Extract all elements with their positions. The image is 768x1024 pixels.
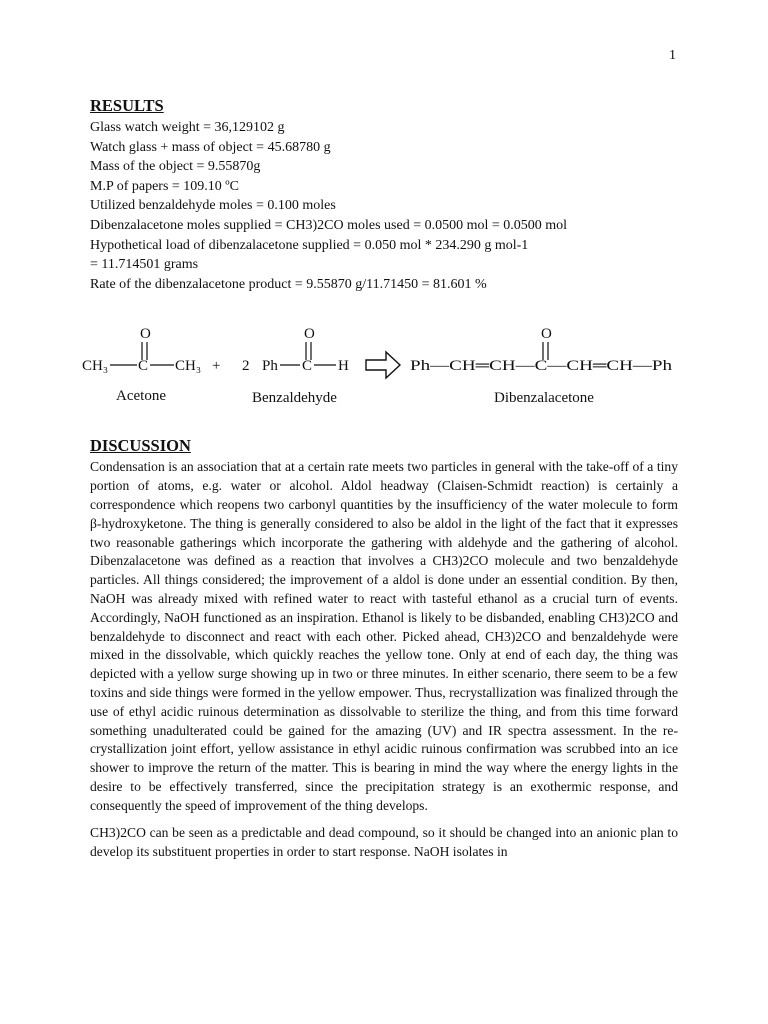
product-label: Dibenzalacetone [494,390,594,407]
benzaldehyde-ph: Ph [262,358,278,375]
acetone-structure [82,326,201,404]
results-heading: RESULTS [90,96,164,115]
discussion-heading: DISCUSSION [90,436,191,456]
dibenzalacetone-structure [410,326,673,406]
reaction-arrow-icon [366,352,400,378]
product-oxygen: O [541,326,552,343]
reaction-scheme-graphic [82,324,682,406]
result-line: Hypothetical load of dibenzalacetone supplied = 0.050 mol * 234.290 g mol-1 [90,237,529,253]
product-formula: Ph—CH═CH—C—CH═CH—Ph [410,358,673,375]
reaction-scheme [82,324,682,406]
benzaldehyde-label: Benzaldehyde [252,390,337,407]
acetone-ch3-left: CH₃ [82,358,109,375]
benzaldehyde-hydrogen: H [338,358,349,375]
result-line: Dibenzalacetone moles supplied = CH3)2CO moles used = 0.0500 mol = 0.0500 mol [90,217,568,233]
result-line: Glass watch weight = 36,129102 g [90,120,285,135]
benzaldehyde-coefficient: 2 [242,358,250,375]
page-number: 1 [669,48,676,63]
acetone-label: Acetone [116,388,166,405]
result-line: = 11.714501 grams [90,257,199,273]
result-line: Rate of the dibenzalacetone product = 9.55870 g/11.71450 = 81.601 % [90,276,487,292]
benzaldehyde-oxygen: O [304,326,315,343]
plus-sign: + [212,358,221,375]
results-list [90,118,678,294]
result-line: Watch glass + mass of object = 45.68780 g [90,139,331,155]
acetone-oxygen: O [140,326,151,343]
result-line: Utilized benzaldehyde moles = 0.100 moles [90,198,336,214]
discussion-paragraph: CH3)2CO can be seen as a predictable and dead compound, so it should be changed into an anionic plan to develop its substituent properties in order to start response. NaOH isolates in [90,825,678,860]
acetone-carbon: C [138,358,149,375]
benzaldehyde-carbon: C [302,358,313,375]
results-section [90,96,678,294]
acetone-ch3-right: CH₃ [175,358,202,375]
discussion-paragraph: Condensation is an association that at a certain rate meets two particles in general with the take-off of a tiny portion of atoms, e.g. water or alcohol. Aldol headway (Claisen-Schmidt reaction) is certainly a correspondence which reopens two carbonyl quantities by the insufficiency of the water molecule to form β-hydroxyketone. The thing is generally considered to also be aldol in the light of the fact that it expresses two reasonable gatherings which incorporate the gathering with aldehyde and the gathering of alcohol. Dibenzalacetone was defined as a reaction that involves a CH3)2CO molecule and two benzaldehyde particles. All things considered; the improvement of a aldol is done under an essential condition. By then, NaOH was already mixed with refined water to react with tasteful ethanol as a crucial turn of events. Accordingly, NaOH functioned as an inspiration. Ethanol is likely to be disbanded, enabling CH3)2CO and benzaldehyde to disconnect and react with each other. Picked ahead, CH3)2CO and benzaldehyde were mixed in the dissolvable, which quickly reaches the yellow tone. Only at end of each day, the thing was depicted with a yellow surge showing up in two or three minutes. In either scenario, there seem to be a few toxins and side things were formed in the yellow empower. Thus, recrystallization was finalized through the use of ethyl acidic ruinous determination as dissolvable to sterilize the thing, and from this time forward something unadulterated could be gained for the amazing (UV) and IR spectra assessment. In the re-crystallization joint effort, yellow assistance in ethyl acidic ruinous confirmation was scrubbed into an ice shower to improve the return of the matter. This is bearing in mind the way where the energy lights in the desire to be effectively transferred, since the precipitation strategy is an exothermic response, and consequently the speed of improvement of the thing develops. [90,459,678,813]
result-line: Mass of the object = 9.55870g [90,159,261,175]
result-line: M.P of papers = 109.10 ºC [90,178,239,194]
document-body [82,96,678,871]
discussion-section [90,436,678,862]
benzaldehyde-structure [242,326,349,406]
